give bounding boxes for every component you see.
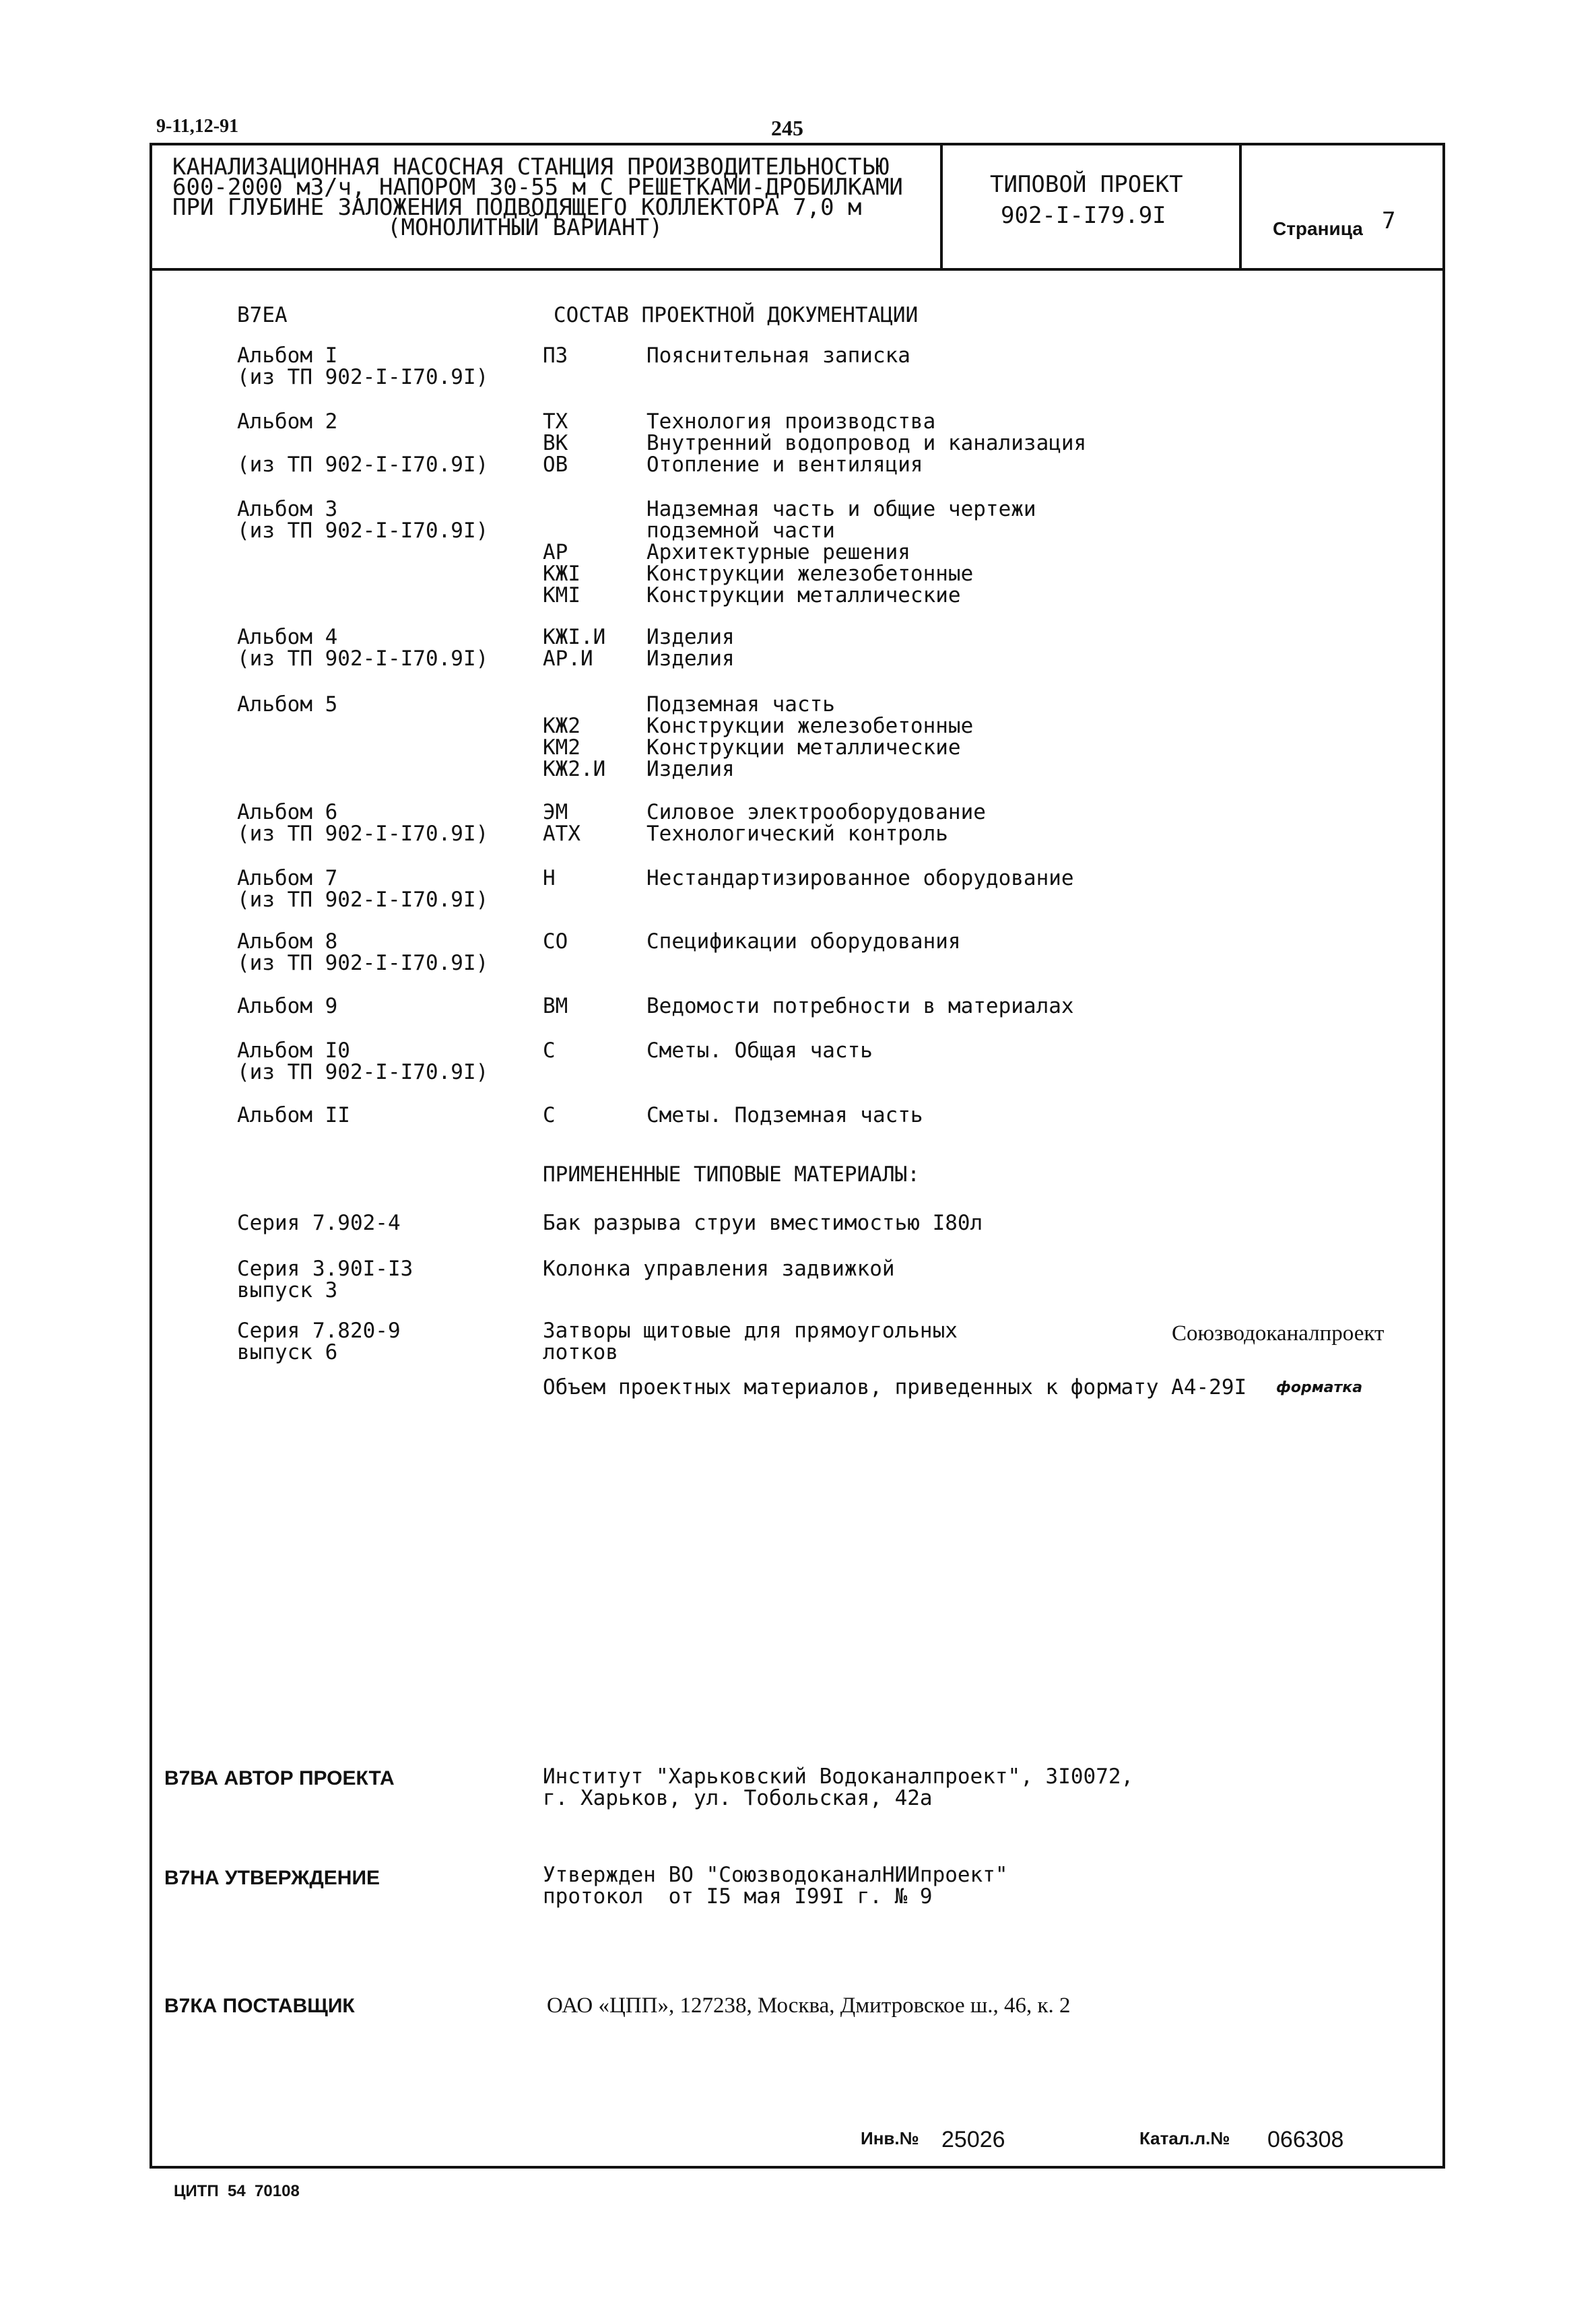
album-code: АТХ bbox=[543, 822, 580, 846]
album-description: Нестандартизированное оборудование bbox=[646, 866, 1074, 890]
series-name: выпуск 3 bbox=[237, 1278, 338, 1302]
album-description: Конструкции металлические bbox=[646, 735, 961, 760]
page-value: 7 bbox=[1382, 207, 1396, 234]
album-code: КМI bbox=[543, 583, 580, 607]
album-name: Альбом 5 bbox=[237, 692, 338, 717]
applied-materials-heading: ПРИМЕНЕННЫЕ ТИПОВЫЕ МАТЕРИАЛЫ: bbox=[543, 1162, 920, 1187]
volume-text: Объем проектных материалов, приведенных к формату А4-29I bbox=[543, 1375, 1247, 1399]
album-code: КЖI bbox=[543, 562, 580, 586]
album-name: Альбом I bbox=[237, 343, 338, 368]
author-label: В7ВА АВТОР ПРОЕКТА bbox=[164, 1767, 395, 1789]
album-description: Ведомости потребности в материалах bbox=[646, 994, 1074, 1018]
album-code: КМ2 bbox=[543, 735, 580, 760]
album-code: АР.И bbox=[543, 647, 593, 671]
album-code: С bbox=[543, 1038, 556, 1063]
album-description: Сметы. Подземная часть bbox=[646, 1103, 923, 1127]
album-code: ВМ bbox=[543, 994, 568, 1018]
album-name: Альбом 6 bbox=[237, 800, 338, 824]
album-code: С bbox=[543, 1103, 556, 1127]
inventory-label: Инв.№ bbox=[861, 2128, 919, 2148]
album-name: Альбом 2 bbox=[237, 409, 338, 434]
album-description: Изделия bbox=[646, 757, 735, 781]
series-organization: Союзводоканалпроект bbox=[1172, 1321, 1385, 1346]
project-title-line-1: КАНАЛИЗАЦИОННАЯ НАСОСНАЯ СТАНЦИЯ ПРОИЗВОДИТЕЛЬНОСТЬЮ bbox=[172, 154, 890, 180]
approval-line-1: Утвержден ВО "СоюзводоканалНИИпроект" bbox=[543, 1863, 1008, 1887]
album-description: Отопление и вентиляция bbox=[646, 453, 923, 477]
album-name: Альбом 8 bbox=[237, 929, 338, 954]
album-code: ЭМ bbox=[543, 800, 568, 824]
album-description: Пояснительная записка bbox=[646, 343, 910, 368]
album-description: Спецификации оборудования bbox=[646, 929, 961, 954]
album-name: (из ТП 902-I-I70.9I) bbox=[237, 519, 489, 543]
album-name: Альбом I0 bbox=[237, 1038, 350, 1063]
album-name: (из ТП 902-I-I70.9I) bbox=[237, 365, 489, 389]
album-code: КЖ2 bbox=[543, 714, 580, 738]
supplier-label: В7КА ПОСТАВЩИК bbox=[164, 1995, 355, 2017]
album-code: ВК bbox=[543, 431, 568, 455]
album-name: (из ТП 902-I-I70.9I) bbox=[237, 822, 489, 846]
album-description: Конструкции металлические bbox=[646, 583, 961, 607]
album-code: СО bbox=[543, 929, 568, 954]
album-description: Конструкции железобетонные bbox=[646, 714, 974, 738]
album-description: Внутренний водопровод и канализация bbox=[646, 431, 1087, 455]
footer-code: ЦИТП 54 70108 bbox=[174, 2182, 300, 2200]
album-code: Н bbox=[543, 866, 556, 890]
album-name: Альбом 4 bbox=[237, 625, 338, 649]
album-name: Альбом 7 bbox=[237, 866, 338, 890]
album-description: Сметы. Общая часть bbox=[646, 1038, 873, 1063]
album-name: Альбом 3 bbox=[237, 497, 338, 521]
project-title-line-2: 600-2000 м3/ч, НАПОРОМ 30-55 м С РЕШЕТКАМИ-ДРОБИЛКАМИ bbox=[172, 174, 903, 201]
album-description: Технология производства bbox=[646, 409, 936, 434]
album-name: Альбом 9 bbox=[237, 994, 338, 1018]
supplier-text: ОАО «ЦПП», 127238, Москва, Дмитровское ш., 46, к. 2 bbox=[547, 1993, 1071, 2018]
series-description: Колонка управления задвижкой bbox=[543, 1257, 895, 1281]
typical-project-label: ТИПОВОЙ ПРОЕКТ bbox=[990, 171, 1183, 198]
album-code: КЖ2.И bbox=[543, 757, 606, 781]
series-description: Бак разрыва струи вместимостью I80л bbox=[543, 1211, 983, 1235]
album-name: (из ТП 902-I-I70.9I) bbox=[237, 647, 489, 671]
album-description: подземной части bbox=[646, 519, 835, 543]
series-name: выпуск 6 bbox=[237, 1340, 338, 1364]
series-description: Затворы щитовые для прямоугольных bbox=[543, 1319, 958, 1343]
series-description: лотков bbox=[543, 1340, 618, 1364]
title-divider-2 bbox=[1239, 143, 1242, 271]
project-title-line-3: ПРИ ГЛУБИНЕ ЗАЛОЖЕНИЯ ПОДВОДЯЩЕГО КОЛЛЕКТОРА 7,0 м bbox=[172, 194, 862, 221]
series-name: Серия 7.820-9 bbox=[237, 1319, 401, 1343]
project-title-line-4: (МОНОЛИТНЫЙ ВАРИАНТ) bbox=[387, 214, 663, 241]
album-code: КЖI.И bbox=[543, 625, 606, 649]
album-description: Изделия bbox=[646, 625, 735, 649]
album-code: ТХ bbox=[543, 409, 568, 434]
sheet-code: 9-11,12-91 bbox=[156, 116, 239, 137]
album-description: Силовое электрооборудование bbox=[646, 800, 986, 824]
album-code: АР bbox=[543, 540, 568, 564]
catalog-label: Катал.л.№ bbox=[1139, 2128, 1230, 2148]
album-name: (из ТП 902-I-I70.9I) bbox=[237, 951, 489, 975]
page-number: 245 bbox=[771, 116, 803, 140]
section-code: В7ЕА bbox=[237, 303, 288, 327]
series-name: Серия 3.90I-I3 bbox=[237, 1257, 413, 1281]
author-line-2: г. Харьков, ул. Тобольская, 42а bbox=[543, 1786, 933, 1810]
album-description: Подземная часть bbox=[646, 692, 835, 717]
series-name: Серия 7.902-4 bbox=[237, 1211, 401, 1235]
album-description: Надземная часть и общие чертежи bbox=[646, 497, 1036, 521]
project-code: 902-I-I79.9I bbox=[1001, 202, 1166, 229]
album-description: Изделия bbox=[646, 647, 735, 671]
album-description: Конструкции железобетонные bbox=[646, 562, 974, 586]
album-description: Архитектурные решения bbox=[646, 540, 910, 564]
approval-line-2: протокол от I5 мая I99I г. № 9 bbox=[543, 1884, 933, 1909]
album-name: (из ТП 902-I-I70.9I) bbox=[237, 888, 489, 912]
catalog-value: 066308 bbox=[1267, 2127, 1344, 2152]
album-code: ПЗ bbox=[543, 343, 568, 368]
approval-label: В7НА УТВЕРЖДЕНИЕ bbox=[164, 1867, 380, 1889]
album-name: (из ТП 902-I-I70.9I) bbox=[237, 453, 489, 477]
album-name: Альбом II bbox=[237, 1103, 350, 1127]
inventory-value: 25026 bbox=[941, 2127, 1005, 2152]
album-code: ОВ bbox=[543, 453, 568, 477]
section-heading: СОСТАВ ПРОЕКТНОЙ ДОКУМЕНТАЦИИ bbox=[554, 303, 919, 327]
author-line-1: Институт "Харьковский Водоканалпроект", 3I0072, bbox=[543, 1764, 1134, 1789]
album-description: Технологический контроль bbox=[646, 822, 948, 846]
page-label: Страница bbox=[1273, 218, 1363, 239]
album-name: (из ТП 902-I-I70.9I) bbox=[237, 1060, 489, 1084]
title-divider-1 bbox=[940, 143, 943, 271]
volume-handwritten: форматка bbox=[1276, 1379, 1363, 1396]
